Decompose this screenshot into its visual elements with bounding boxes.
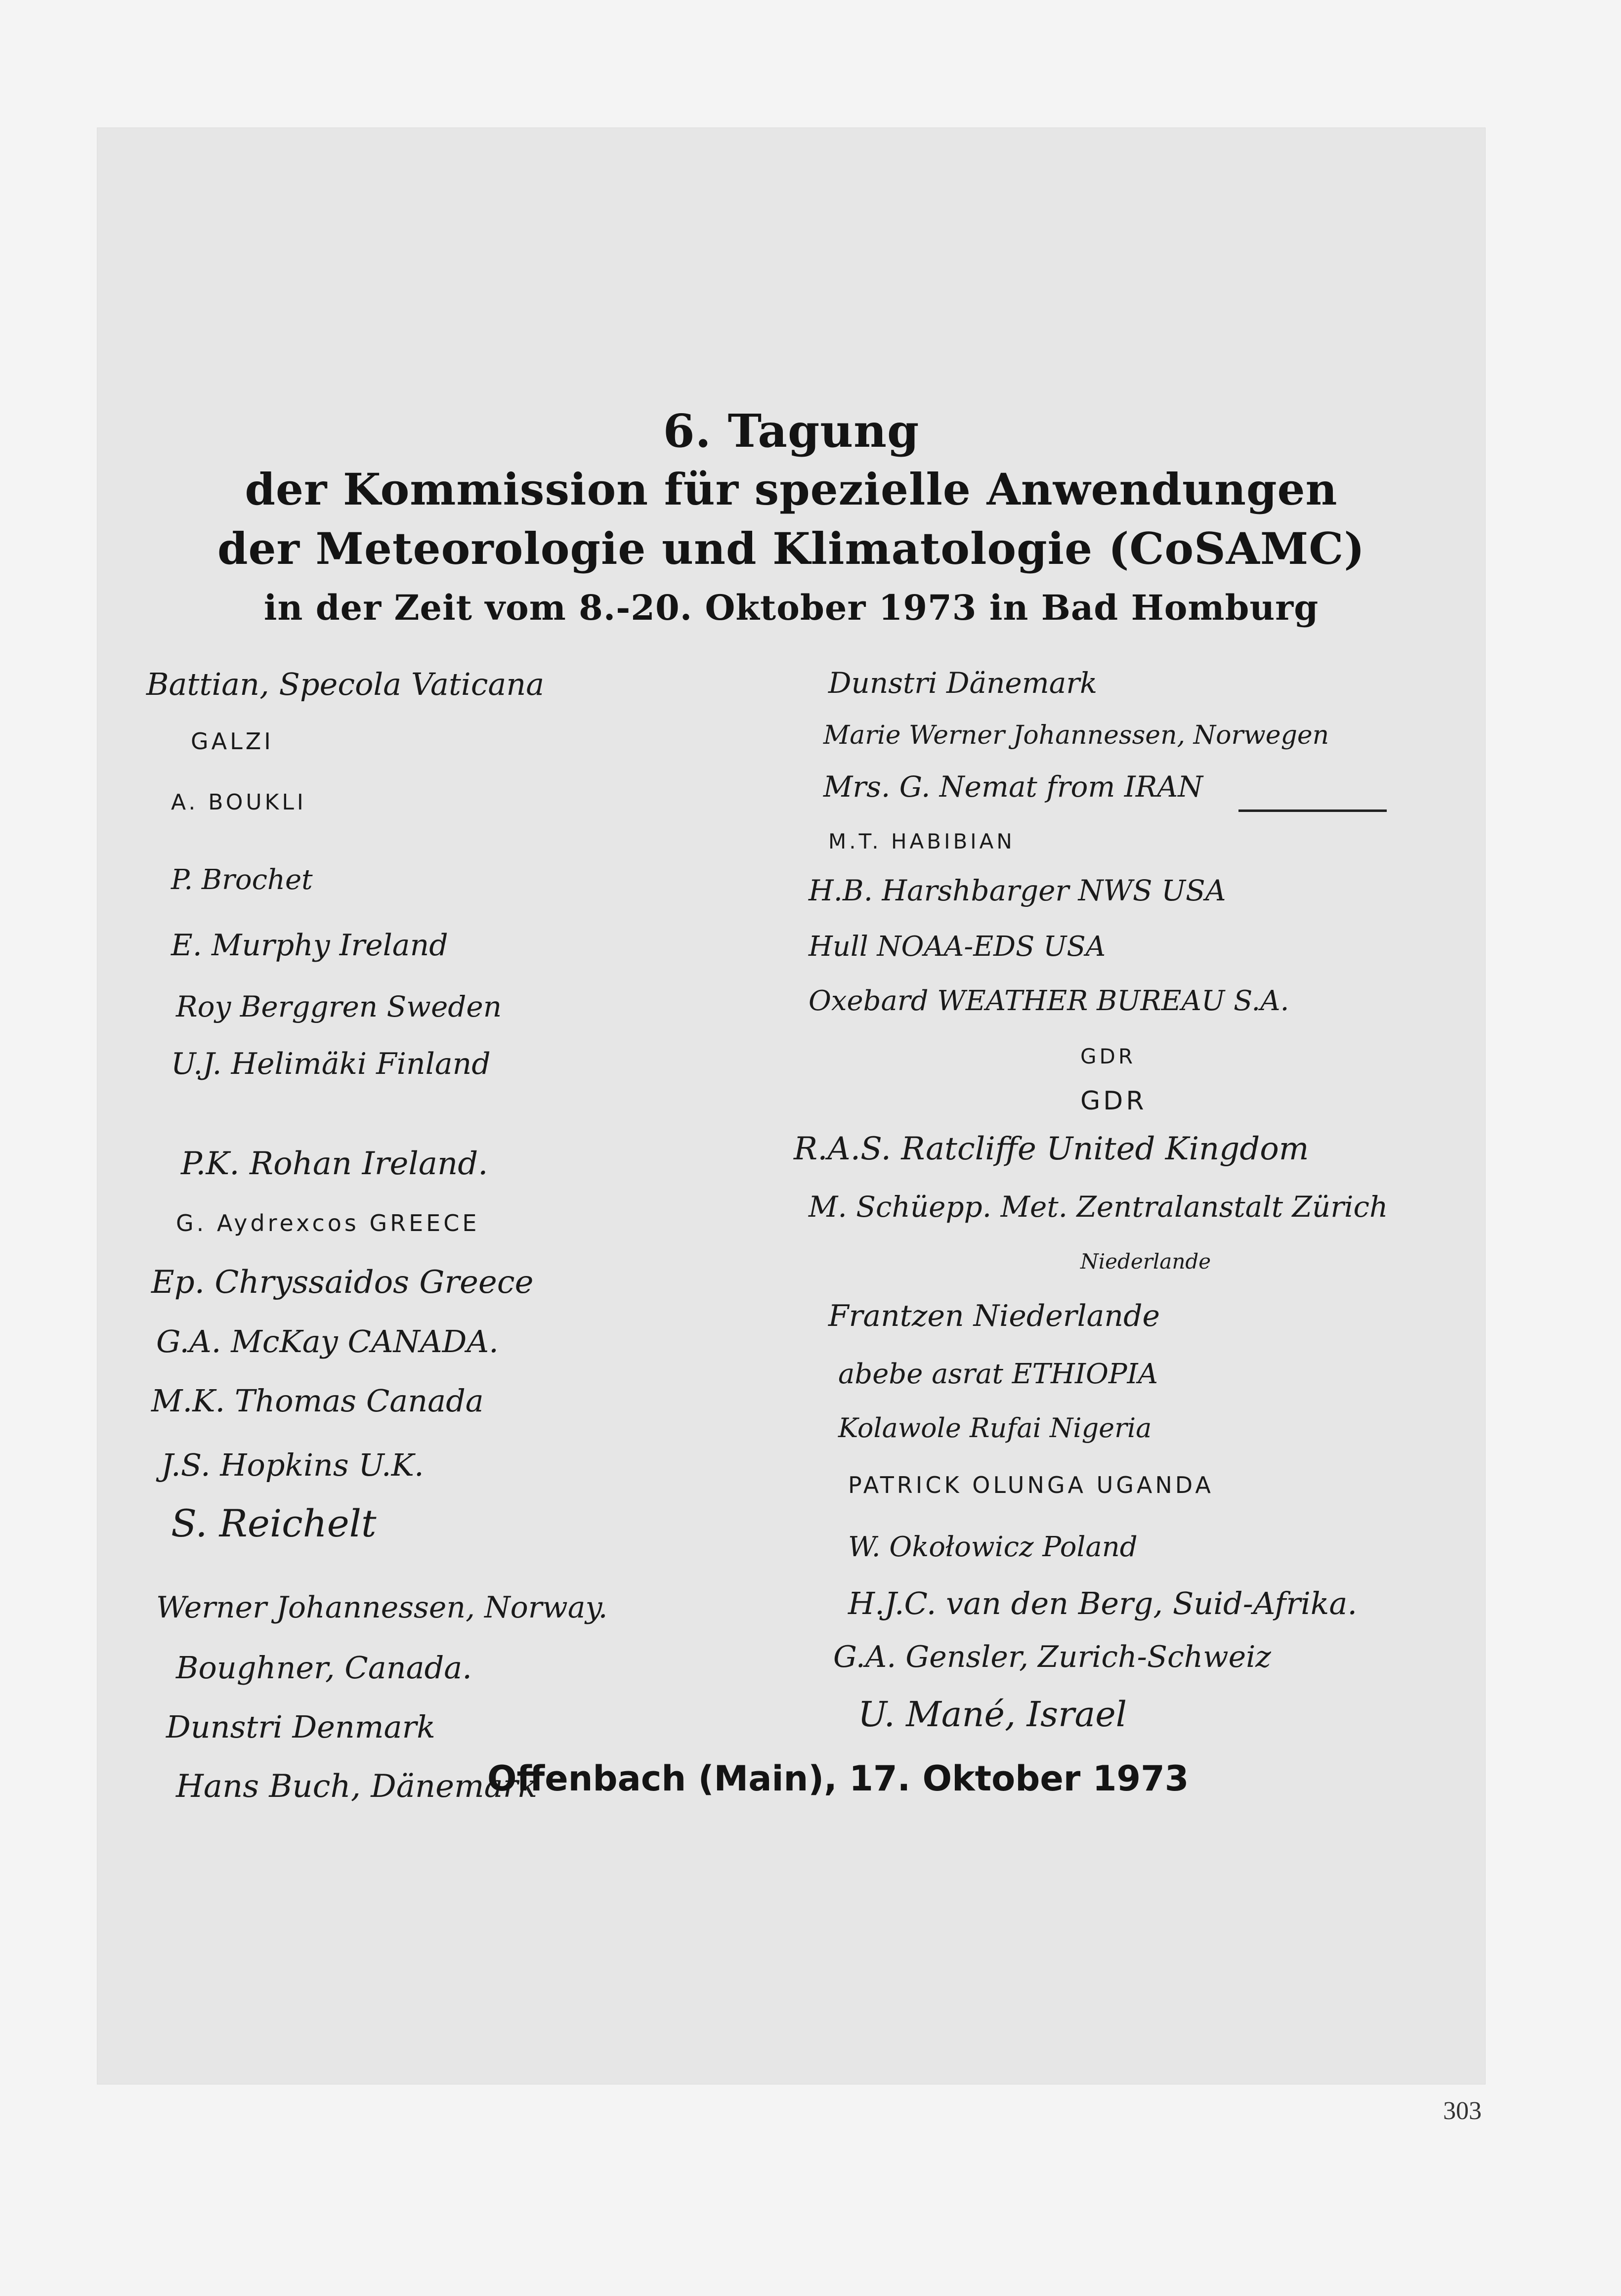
signature-entry: Boughner, Canada.: [176, 1650, 472, 1686]
signature-entry: Roy Berggren Sweden: [176, 990, 502, 1023]
page-number: 303: [1443, 2097, 1482, 2125]
signature-entry: Mrs. G. Nemat from IRAN: [823, 770, 1203, 804]
signature-entry: G. Aydrexcos GREECE: [176, 1210, 480, 1236]
signature-entry: U.J. Helimäki Finland: [171, 1047, 491, 1081]
signature-entry: H.J.C. van den Berg, Suid-Afrika.: [848, 1585, 1358, 1621]
signature-entry: Hans Buch, Dänemark: [176, 1768, 538, 1805]
signature-entry: A. BOUKLI: [171, 790, 306, 815]
signature-entry: Niederlande: [1080, 1249, 1211, 1274]
signature-entry: Frantzen Niederlande: [828, 1299, 1160, 1333]
signature-entry: Marie Werner Johannessen, Norwegen: [823, 721, 1329, 750]
signature-entry: S. Reichelt: [171, 1501, 377, 1545]
signature-entry: U. Mané, Israel: [858, 1694, 1127, 1735]
signature-entry: Dunstri Dänemark: [828, 666, 1098, 700]
signature-entry: Hull NOAA-EDS USA: [809, 931, 1106, 963]
title-line-1: 6. Tagung: [663, 404, 920, 458]
document-footer: Offenbach (Main), 17. Oktober 1973: [487, 1758, 1189, 1799]
signature-entry: G.A. McKay CANADA.: [156, 1323, 499, 1360]
signature-entry: M.T. HABIBIAN: [828, 829, 1015, 853]
signature-entry: Dunstri Denmark: [166, 1709, 435, 1745]
signature-entry: GALZI: [191, 728, 274, 755]
signature-entry: Ep. Chryssaidos Greece: [151, 1264, 534, 1301]
signature-entry: M.K. Thomas Canada: [151, 1383, 484, 1419]
signature-entry: Werner Johannessen, Norway.: [156, 1590, 608, 1625]
signature-entry: H.B. Harshbarger NWS USA: [809, 874, 1226, 907]
signature-entry: P.K. Rohan Ireland.: [181, 1146, 488, 1182]
signature-entry: P. Brochet: [171, 864, 313, 896]
underline-mark: [1238, 809, 1387, 812]
subtitle-dates: in der Zeit vom 8.-20. Oktober 1973 in Bad Homburg: [263, 587, 1319, 628]
signature-entry: Kolawole Rufai Nigeria: [838, 1412, 1152, 1444]
document-panel: [97, 128, 1486, 2084]
signature-entry: Battian, Specola Vaticana: [146, 666, 545, 702]
signature-entry: Oxebard WEATHER BUREAU S.A.: [809, 985, 1289, 1017]
signature-entry: E. Murphy Ireland: [171, 928, 448, 963]
signature-entry: PATRICK OLUNGA UGANDA: [848, 1472, 1214, 1498]
signature-entry: GDR: [1080, 1086, 1147, 1116]
signature-entry: abebe asrat ETHIOPIA: [838, 1358, 1158, 1390]
signature-entry: G.A. Gensler, Zurich-Schweiz: [833, 1640, 1271, 1674]
signature-entry: W. Okołowicz Poland: [848, 1531, 1138, 1563]
signature-entry: M. Schüepp. Met. Zentralanstalt Zürich: [809, 1190, 1388, 1224]
signature-entry: J.S. Hopkins U.K.: [161, 1447, 424, 1483]
title-line-2: der Kommission für spezielle Anwendungen: [245, 464, 1338, 515]
title-line-3: der Meteorologie und Klimatologie (CoSAMC): [217, 523, 1365, 574]
signature-entry: GDR: [1080, 1044, 1136, 1068]
signature-entry: R.A.S. Ratcliffe United Kingdom: [794, 1131, 1309, 1167]
